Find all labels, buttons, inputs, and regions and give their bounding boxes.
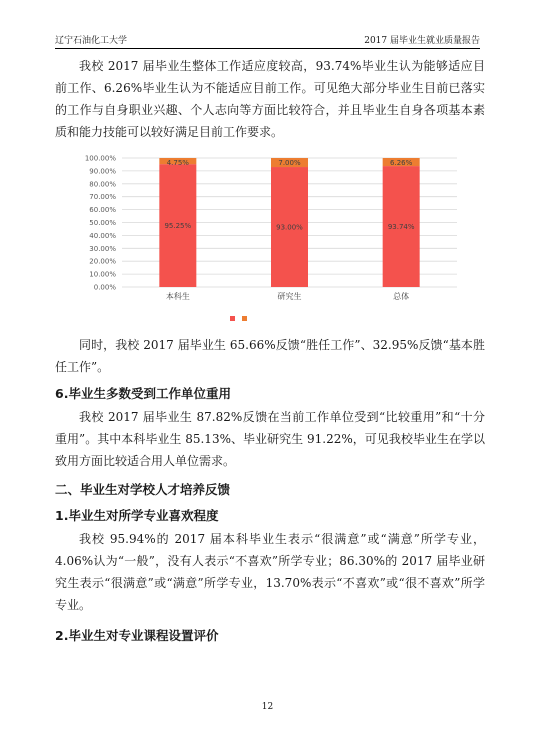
data-label: 7.00%	[278, 159, 301, 167]
y-tick-label: 20.00%	[89, 257, 116, 266]
header-university: 辽宁石油化工大学	[55, 36, 128, 46]
section-heading-6: 6.毕业生多数受到工作单位重用	[55, 386, 231, 401]
chart-x-axis	[166, 291, 409, 301]
chart-legend	[230, 316, 247, 321]
y-tick-label: 100.00%	[84, 154, 116, 163]
data-label: 6.26%	[390, 159, 413, 167]
data-label: 93.00%	[276, 223, 303, 232]
y-tick-label: 40.00%	[89, 231, 116, 240]
y-tick-label: 60.00%	[89, 206, 116, 215]
x-tick-label: 研究生	[277, 292, 302, 301]
y-tick-label: 90.00%	[89, 167, 116, 176]
section-heading-courses: 2.毕业生对专业课程设置评价	[55, 628, 219, 643]
y-tick-label: 50.00%	[89, 219, 116, 227]
page-header	[55, 34, 480, 49]
section-heading-major-satisfaction: 1.毕业生对所学专业喜欢程度	[55, 508, 219, 523]
y-tick-label: 10.00%	[89, 270, 116, 279]
stacked-bar-chart	[72, 150, 464, 330]
data-label: 4.75%	[166, 159, 189, 167]
chart-y-axis	[85, 155, 116, 292]
x-tick-label: 总体	[393, 292, 410, 301]
y-tick-label: 0.00%	[93, 283, 116, 292]
header-report-title: 2017 届毕业生就业质量报告	[364, 36, 480, 46]
section-heading-feedback: 二、毕业生对学校人才培养反馈	[55, 482, 231, 497]
legend-swatch	[230, 316, 235, 321]
x-tick-label: 本科生	[165, 292, 190, 301]
data-label: 93.74%	[387, 223, 415, 232]
y-tick-label: 80.00%	[89, 180, 116, 189]
page-number: 12	[261, 702, 274, 712]
paragraph-major-satisfaction: 我校 95.94%的 2017 届本科毕业生表示“很满意”或“满意”所学专业，4.06%认为“一般”，没有人表示“不喜欢”所学专业；86.30%的 2017 届毕业研究生表示“很满意”或“满意”所学专业，13.70%表示“不喜欢”或“很不喜欢”所学专业。	[55, 532, 485, 612]
legend-swatch	[242, 316, 247, 321]
data-label: 95.25%	[164, 222, 192, 231]
paragraph-employer-valued: 我校 2017 届毕业生 87.82%反馈在当前工作单位受到“比较重用”和“十分重用”。其中本科毕业生 85.13%、毕业研究生 91.22%，可见我校毕业生在学以致用方面比较适合用人单位需求。	[55, 410, 485, 468]
paragraph-adaptability: 我校 2017 届毕业生整体工作适应度较高，93.74%毕业生认为能够适应目前工作、6.26%毕业生认为不能适应目前工作。可见绝大部分毕业生目前已落实的工作与自身职业兴趣、个人志向等方面比较符合，并且毕业生自身各项基本素质和能力技能可以较好满足目前工作要求。	[55, 59, 485, 139]
y-tick-label: 30.00%	[89, 244, 116, 253]
paragraph-competence: 同时，我校 2017 届毕业生 65.66%反馈“胜任工作”、32.95%反馈“基本胜任工作”。	[55, 338, 485, 374]
y-tick-label: 70.00%	[89, 193, 116, 202]
